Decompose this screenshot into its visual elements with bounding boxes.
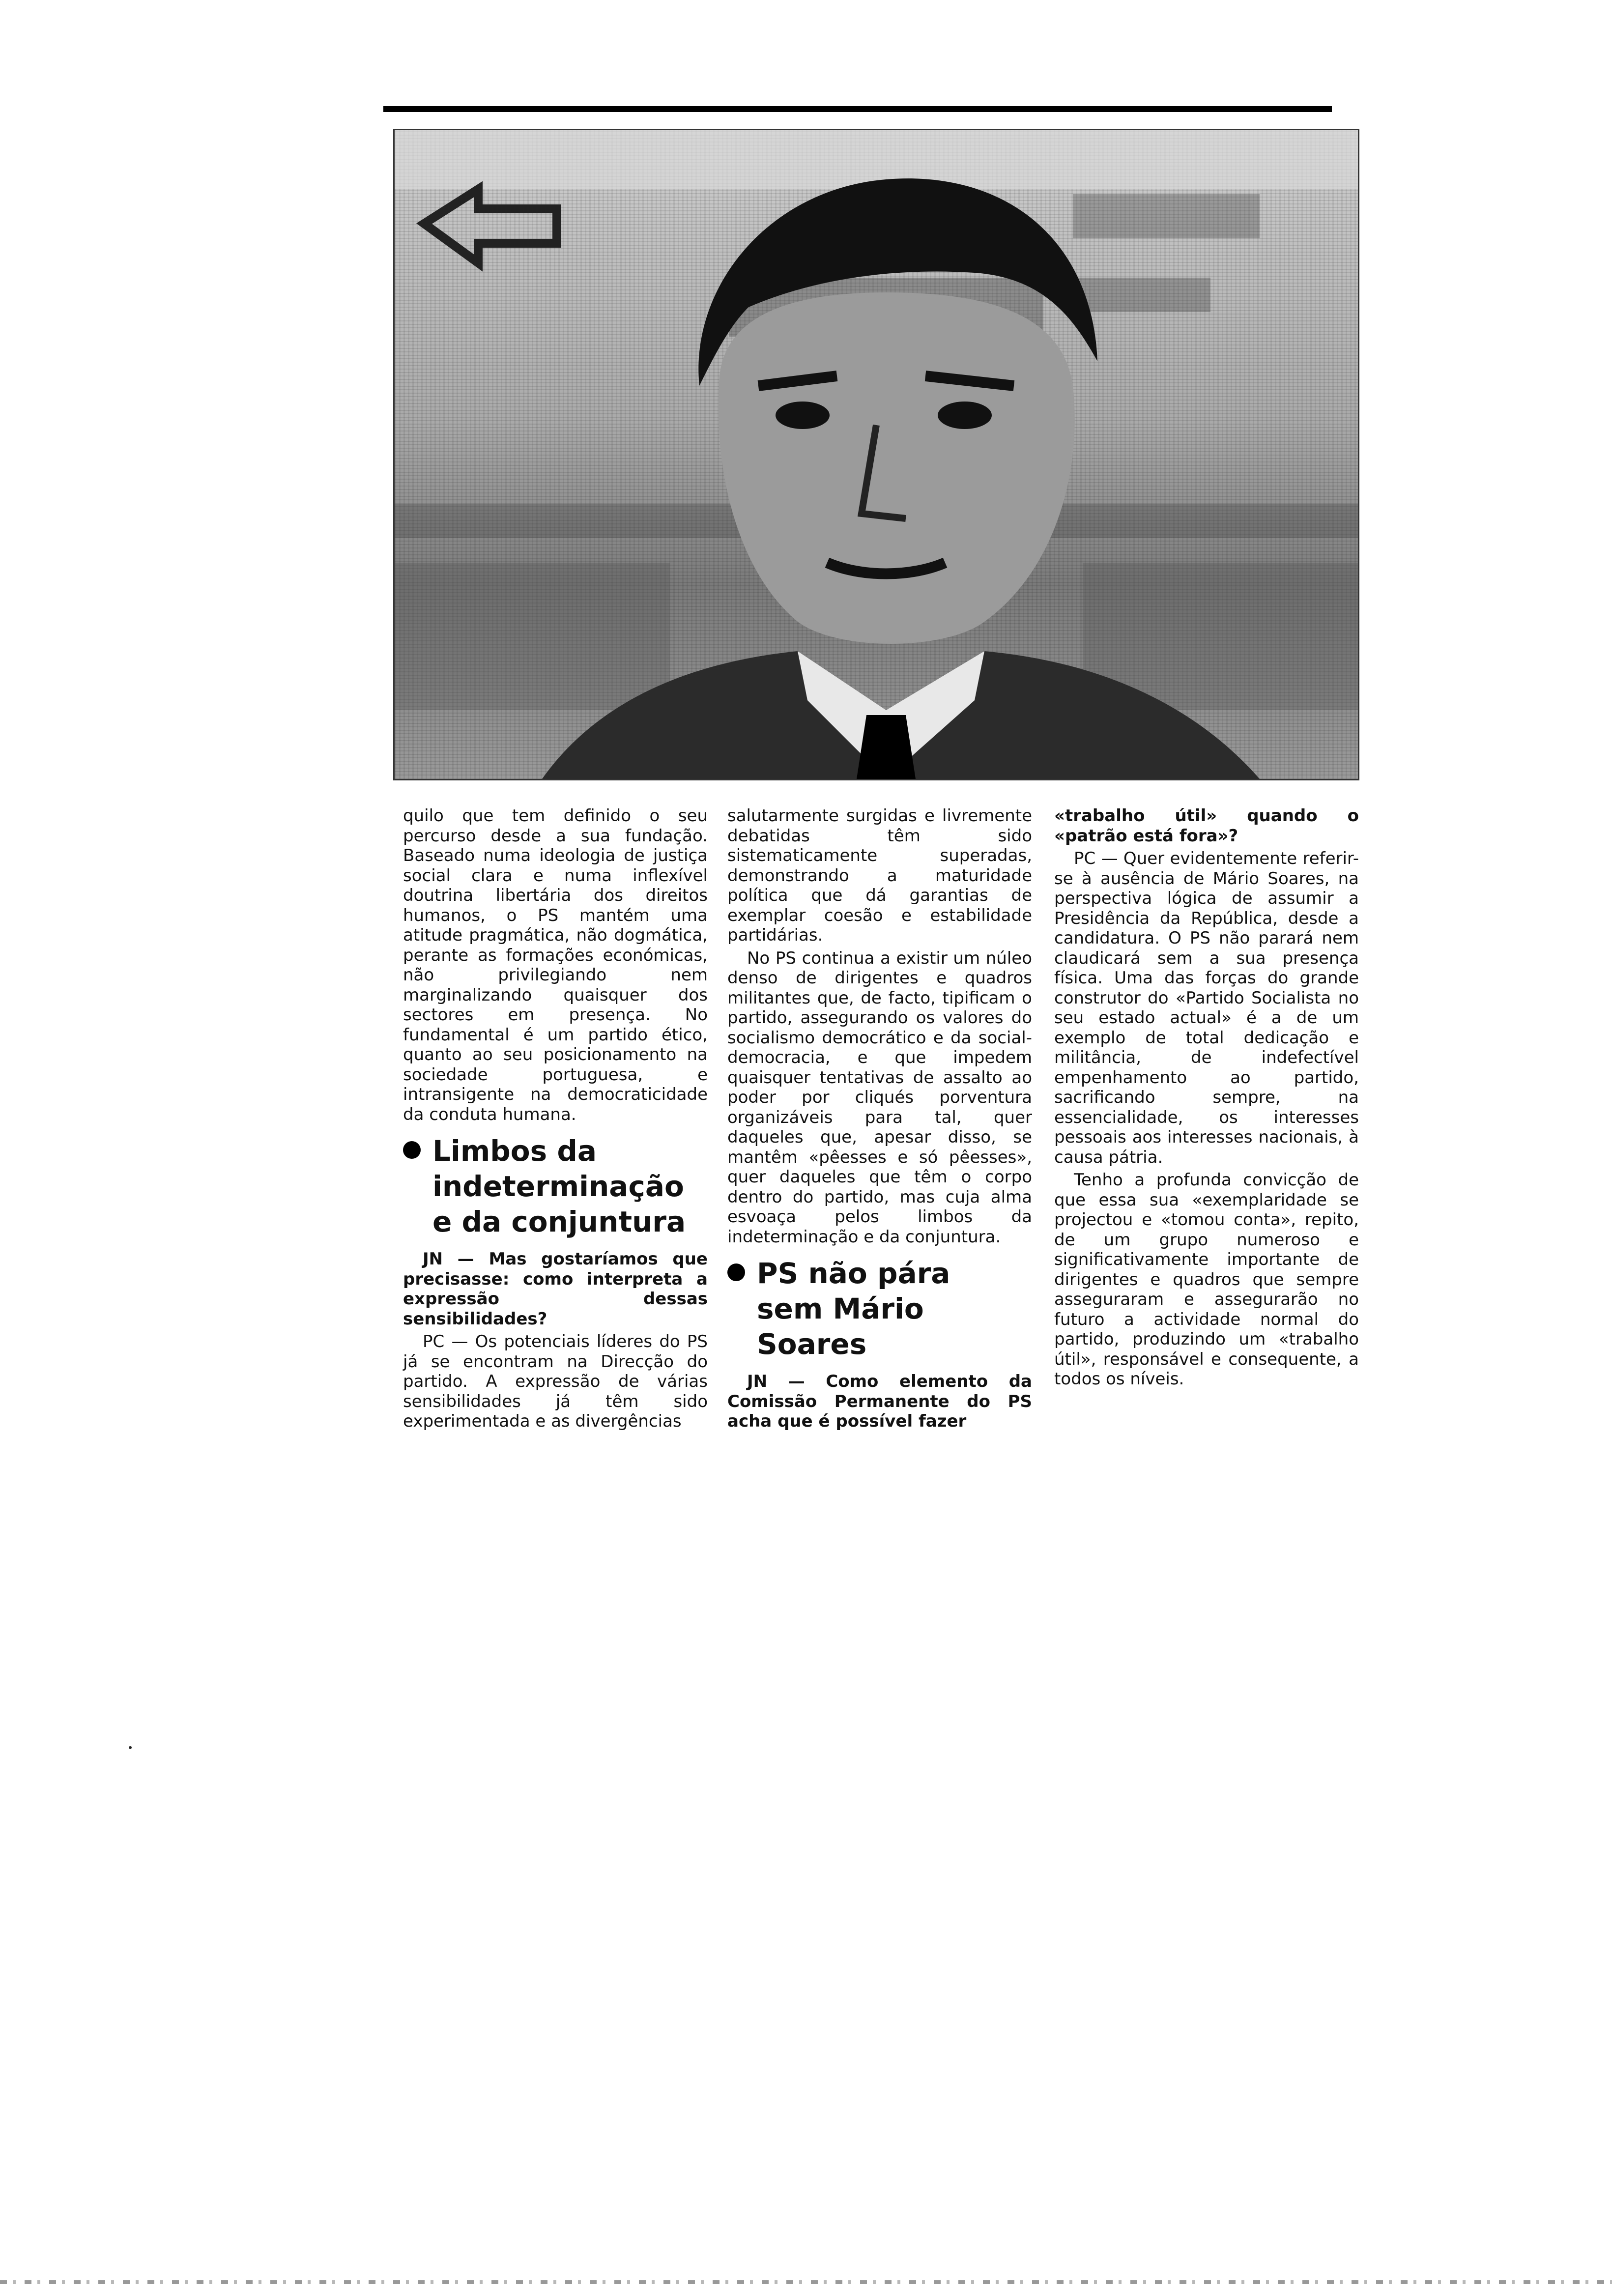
- top-rule: [383, 106, 1332, 112]
- subheading-line: PS não pára: [757, 1257, 950, 1290]
- scan-speck: [129, 1746, 132, 1749]
- section-subheading: [403, 1133, 708, 1239]
- interview-answer: PC — Quer evidentemente referir-se à ausência de Mário Soares, na perspectiva lógica de assumir a Presidência da República, desde a candidatura. O PS não parará nem claudicará sem a sua presença física. Uma das forças do grande construtor do «Partido Socialista no seu estado actual» é a de um exemplo de total dedicação e militância, de indefectível empenhamento ao partido, sacrificando sempre, na essencialidade, os interesses pessoais aos interesses nacionais, à causa pátria.: [1054, 849, 1359, 1167]
- subheading-line: indeterminação: [432, 1170, 684, 1203]
- portrait-photo: [393, 129, 1359, 780]
- article-paragraph: No PS continua a existir um núleo denso de dirigentes e quadros militantes que, de facto, tipificam o partido, assegurando os valores do socialismo democrático e da social-democracia, e que impedem quaisquer tentativas de assalto ao poder por cliqués porventura organizáveis para tal, quer daqueles que, apesar disso, se mantêm «pêesses e só pêesses», quer daqueles que têm o corpo dentro do partido, mas cuja alma esvoaça pelos limbos da indeterminação e da conjuntura.: [727, 948, 1032, 1247]
- scan-edge-noise: [0, 2280, 1612, 2284]
- bullet-icon: [727, 1263, 745, 1281]
- subheading-line: e da conjuntura: [432, 1205, 686, 1238]
- interview-answer: Tenho a profunda convicção de que essa sua «exemplaridade se projectou e «tomou conta», repito, de um grupo numeroso e significativamente importante de dirigentes e quadros que sempre asseguraram e assegurarão no futuro a actividade normal do partido, produzindo um «trabalho útil», responsável e consequente, a todos os níveis.: [1054, 1170, 1359, 1389]
- subheading-line: Soares: [757, 1327, 867, 1361]
- article-column-2: [727, 806, 1032, 1435]
- interview-question: JN — Como elemento da Comissão Permanente do PS acha que é possível fazer: [727, 1372, 1032, 1431]
- subheading-line: Limbos da: [432, 1134, 597, 1168]
- article-paragraph: quilo que tem definido o seu percurso desde a sua fundação. Baseado numa ideologia de justiça social clara e numa inflexível doutrina libertária dos direitos humanos, o PS mantém uma atitude pragmática, não dogmática, perante as formações económicas, não privilegiando nem marginalizando quaisquer dos sectores em presença. No fundamental é um partido ético, quanto ao seu posicionamento na sociedade portuguesa, e intransigente na democraticidade da conduta humana.: [403, 806, 708, 1124]
- interview-answer: PC — Os potenciais líderes do PS já se encontram na Direcção do partido. A expressão de várias sensibilidades já têm sido experimentada e as divergências: [403, 1332, 708, 1431]
- subheading-line: sem Mário: [757, 1292, 924, 1325]
- interview-question: «trabalho útil» quando o «patrão está fora»?: [1054, 806, 1359, 846]
- article-column-3: [1054, 806, 1359, 1392]
- portrait-photo-icon: [395, 130, 1358, 779]
- article-column-1: [403, 806, 708, 1435]
- interview-question: JN — Mas gostaríamos que precisasse: como interpreta a expressão dessas sensibilidades?: [403, 1249, 708, 1329]
- article-paragraph: salutarmente surgidas e livremente debatidas têm sido sistematicamente superadas, demonstrando a maturidade política que dá garantias de exemplar coesão e estabilidade partidárias.: [727, 806, 1032, 945]
- section-subheading: [727, 1256, 1032, 1362]
- bullet-icon: [403, 1141, 421, 1159]
